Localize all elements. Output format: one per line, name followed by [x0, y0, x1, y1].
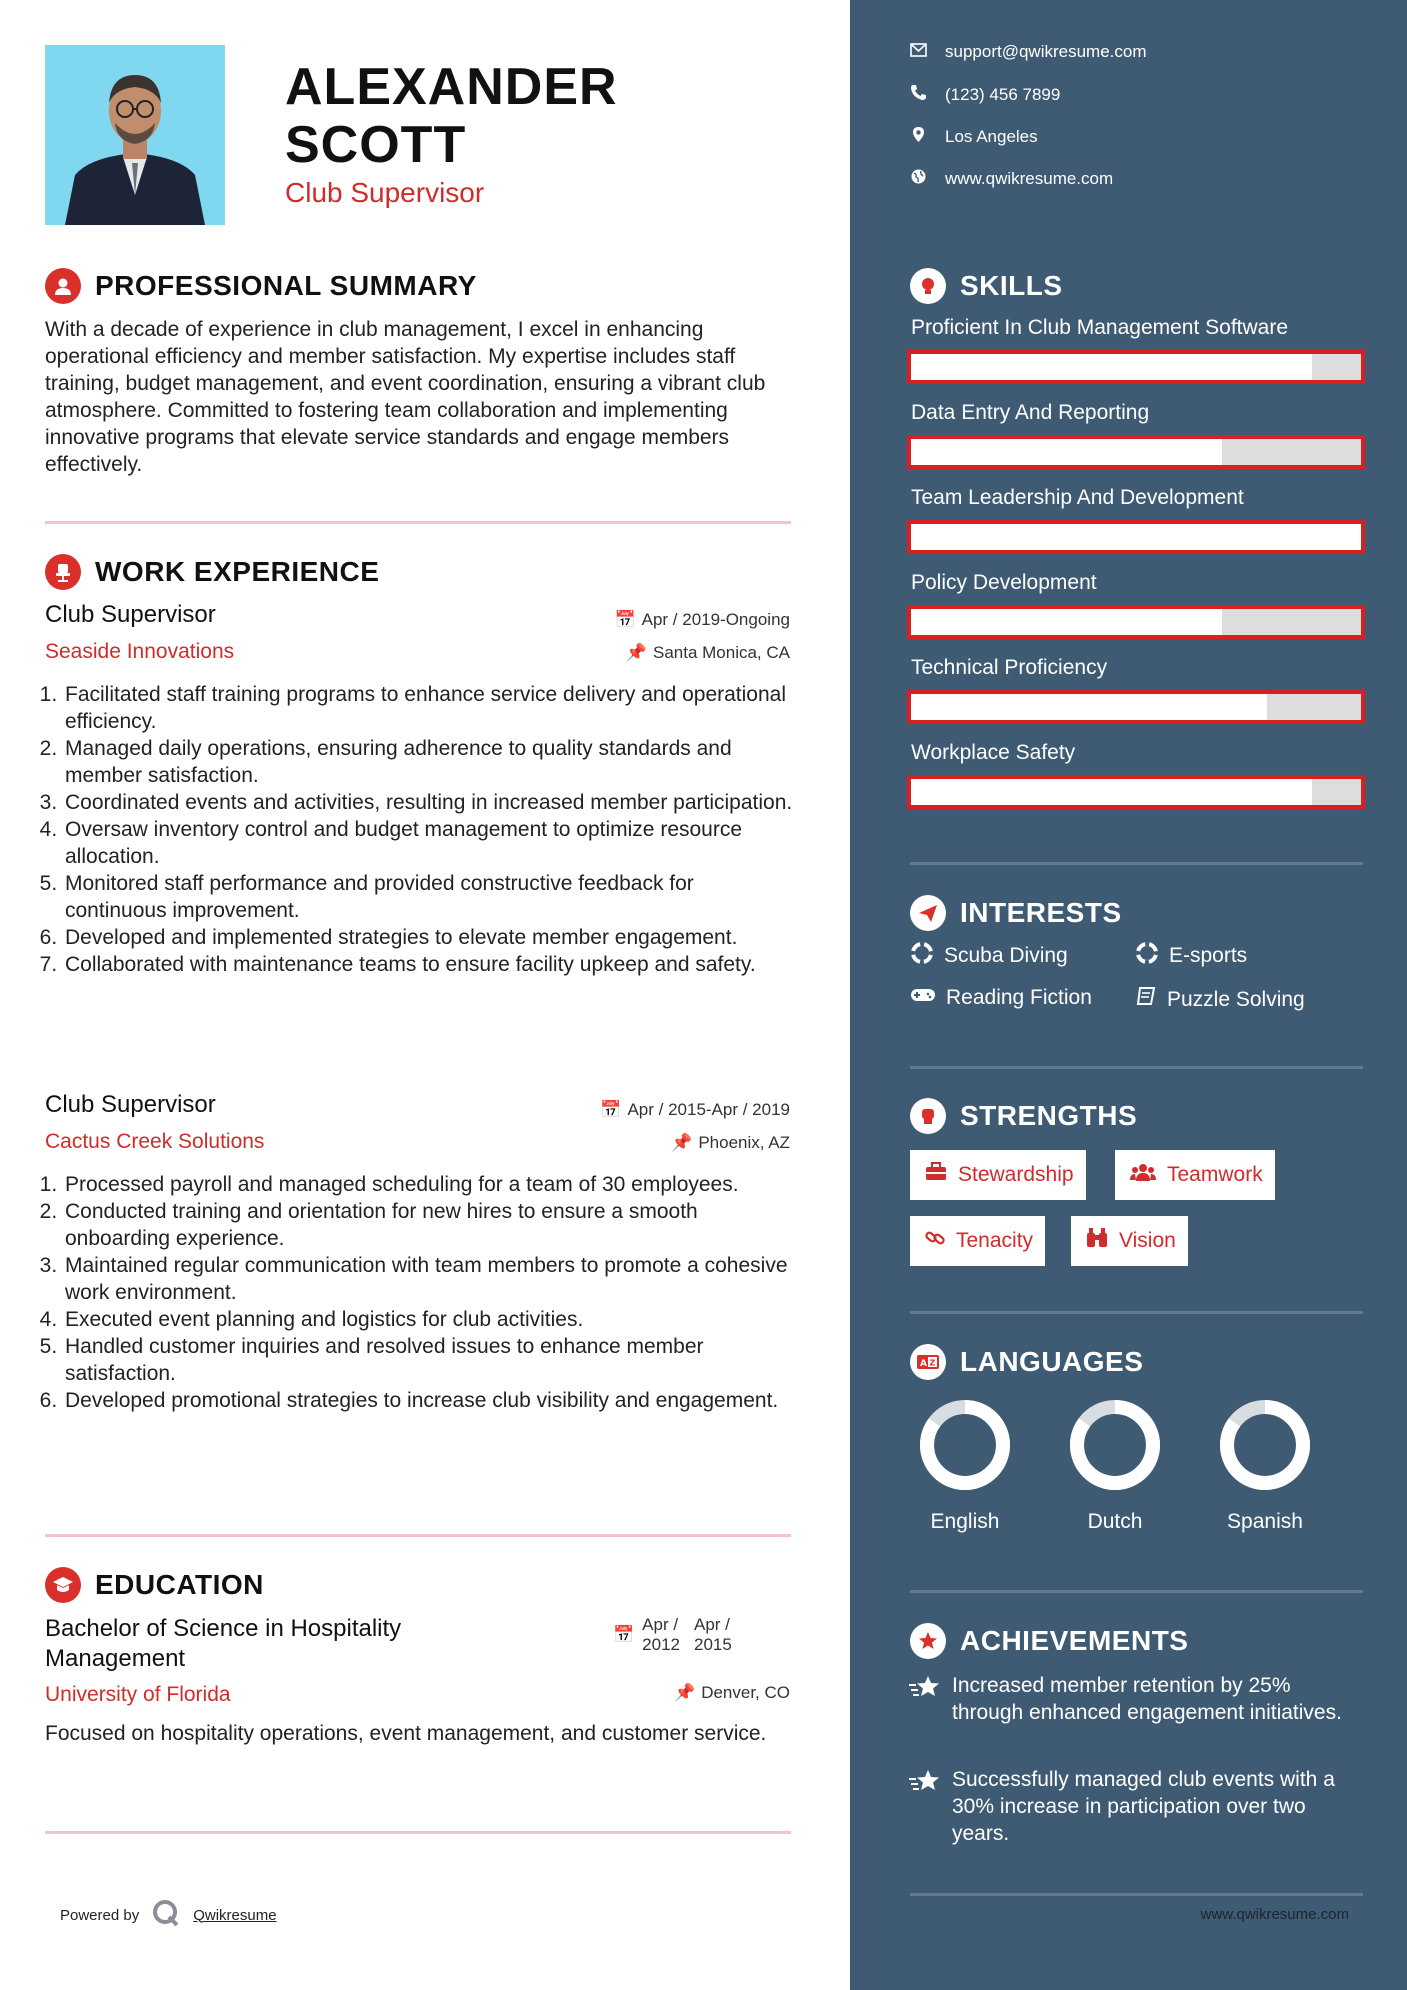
list-item: 2. Managed daily operations, ensuring adherence to quality standards and member satisfaction. [63, 735, 793, 789]
list-item: 1. Facilitated staff training programs to enhance service delivery and operational efficiency. [63, 681, 793, 735]
skill-bar [907, 350, 1365, 384]
star-icon [908, 1768, 942, 1847]
language-ring [1065, 1395, 1195, 1495]
interest-label: Reading Fiction [946, 986, 1092, 1009]
strength-label: Tenacity [956, 1229, 1034, 1252]
interest-item [1135, 986, 1305, 1014]
star-icon [908, 1674, 942, 1726]
list-item: 5. Monitored staff performance and provided constructive feedback for continuous improvement. [63, 870, 793, 924]
svg-text:A: A [920, 1359, 927, 1369]
job-title: Club Supervisor [45, 1091, 216, 1118]
achievement-text: Successfully managed club events with a 30% increase in participation over two years. [952, 1768, 1335, 1845]
skill-bar-fill [911, 609, 1222, 635]
job-company: Seaside Innovations [45, 640, 235, 663]
contact-phone-text: (123) 456 7899 [945, 85, 1061, 104]
skill-bar [907, 520, 1365, 554]
education-date [613, 1615, 738, 1655]
name-last: SCOTT [285, 116, 467, 174]
list-item: 3. Coordinated events and activities, resulting in increased member participation. [63, 789, 793, 816]
divider [910, 862, 1363, 865]
skills-title: SKILLS [960, 270, 1063, 301]
interest-label: E-sports [1169, 944, 1248, 967]
candidate-role: Club Supervisor [285, 177, 485, 208]
list-item: 3. Maintained regular communication with team members to promote a cohesive work environment. [63, 1252, 793, 1306]
star-badge-icon [910, 1623, 946, 1659]
language-name: English [930, 1510, 1000, 1533]
languages-title: LANGUAGES [960, 1346, 1144, 1377]
link-icon [924, 1227, 946, 1255]
degree [45, 1614, 565, 1674]
skill-bar [907, 605, 1365, 639]
list-item: 1. Processed payroll and managed scheduling for a team of 30 employees. [63, 1171, 793, 1198]
job-location [626, 643, 790, 663]
contact-website [910, 168, 1113, 190]
skill-bar-fill [911, 694, 1267, 720]
skill-bar-fill [911, 779, 1312, 805]
envelope-icon [910, 42, 927, 62]
education-location-text: Denver, CO [701, 1683, 790, 1702]
degree-line: Bachelor of Science in Hospitality [45, 1615, 402, 1642]
user-icon [45, 268, 81, 304]
date-end-month: Apr / [694, 1615, 730, 1634]
list-item: 5. Handled customer inquiries and resolved issues to enhance member satisfaction. [63, 1333, 793, 1387]
globe-icon [910, 168, 927, 190]
qwikresume-link[interactable]: Qwikresume [193, 1906, 277, 1924]
achievement-text: Increased member retention by 25% through enhanced engagement initiatives. [952, 1674, 1342, 1724]
interests-title: INTERESTS [960, 897, 1122, 928]
divider [45, 1534, 791, 1537]
education-location [674, 1683, 790, 1703]
skill-bar [907, 690, 1365, 724]
translate-icon [910, 1344, 946, 1380]
job-title: Club Supervisor [45, 601, 216, 628]
summary-title: PROFESSIONAL SUMMARY [95, 270, 477, 301]
divider [910, 1311, 1363, 1314]
strength-tag [910, 1150, 1086, 1200]
skill-bar-fill [911, 524, 1361, 550]
binoculars-icon [1085, 1227, 1109, 1255]
book-icon [1135, 986, 1157, 1014]
list-item: 6. Developed and implemented strategies to elevate member engagement. [63, 924, 793, 951]
location-pin-icon [910, 126, 927, 148]
job-bullets [45, 1171, 793, 1414]
experience-title: WORK EXPERIENCE [95, 556, 380, 587]
strengths-heading [910, 1098, 1137, 1134]
pin-icon: 📌 [625, 643, 647, 662]
job-date [614, 610, 790, 630]
calendar-icon: 📅 [614, 610, 636, 629]
job-company: Cactus Creek Solutions [45, 1130, 265, 1153]
skill-name: Proficient In Club Management Software [911, 316, 1289, 339]
job-date-text: Apr / 2015-Apr / 2019 [627, 1100, 790, 1119]
list-item: 2. Conducted training and orientation for new hires to ensure a smooth onboarding experience. [63, 1198, 793, 1252]
skill-bar [907, 435, 1365, 469]
job-date-text: Apr / 2019-Ongoing [641, 610, 790, 629]
language-item [1215, 1395, 1345, 1534]
language-ring [1215, 1395, 1345, 1495]
phone-icon [910, 84, 927, 106]
languages-heading [910, 1344, 1143, 1380]
job-location [671, 1133, 790, 1153]
education-text: Focused on hospitality operations, event management, and customer service. [45, 1722, 767, 1745]
calendar-icon: 📅 [613, 1625, 635, 1644]
list-item: 7. Collaborated with maintenance teams to ensure facility upkeep and safety. [63, 951, 793, 978]
skill-bar [907, 775, 1365, 809]
skill-bar-fill [911, 439, 1222, 465]
strength-tag [1071, 1216, 1188, 1266]
language-ring [915, 1395, 1045, 1495]
skill-name: Technical Proficiency [911, 656, 1108, 679]
job-location-text: Phoenix, AZ [698, 1133, 790, 1152]
language-item [1065, 1395, 1195, 1534]
pin-icon: 📌 [674, 1683, 696, 1702]
svg-text:Z: Z [929, 1358, 936, 1368]
education-title: EDUCATION [95, 1569, 264, 1600]
language-item [915, 1395, 1045, 1534]
lifebuoy-icon [1135, 941, 1159, 971]
name-first: ALEXANDER [285, 58, 618, 116]
interest-item [1135, 941, 1247, 971]
date-end [694, 1615, 732, 1655]
job-location-text: Santa Monica, CA [652, 643, 790, 662]
summary-text: With a decade of experience in club management, I excel in enhancing operational efficiency and member satisfaction. My expertise includes staff training, budget management, and event coordination, ensuring a vibrant club atmosphere. Committed to fostering team collaboration and implementing innovative programs that elevate service standards and engage members effectively. [45, 318, 766, 476]
skill-name: Team Leadership And Development [911, 486, 1244, 509]
profile-photo [45, 45, 225, 225]
skill-bar-fill [911, 354, 1312, 380]
skills-heading [910, 268, 1063, 304]
divider [910, 1893, 1363, 1896]
paper-plane-icon [910, 895, 946, 931]
date-start-year: 2012 [642, 1635, 680, 1654]
gamepad-icon [910, 986, 936, 1010]
lightbulb-icon [910, 268, 946, 304]
language-name: Spanish [1227, 1510, 1303, 1533]
divider [45, 1831, 791, 1834]
qwikresume-logo-icon [151, 1898, 181, 1932]
strengths-title: STRENGTHS [960, 1100, 1138, 1131]
calendar-icon: 📅 [600, 1100, 622, 1119]
skill-name: Data Entry And Reporting [911, 401, 1150, 424]
powered-by-label: Powered by [60, 1906, 140, 1924]
graduation-icon [45, 1567, 81, 1603]
degree-line: Management [45, 1645, 186, 1672]
strength-label: Vision [1119, 1229, 1176, 1252]
pin-icon: 📌 [671, 1133, 693, 1152]
divider [910, 1066, 1363, 1069]
strength-label: Stewardship [958, 1163, 1074, 1186]
date-start-month: Apr / [642, 1615, 679, 1634]
achievement-item [908, 1672, 1342, 1726]
fist-icon [910, 1098, 946, 1134]
achievement-item [908, 1766, 1342, 1847]
contact-email-text: support@qwikresume.com [945, 42, 1147, 61]
chair-icon [45, 554, 81, 590]
interest-item [910, 941, 1068, 971]
interest-label: Scuba Diving [944, 944, 1068, 967]
users-icon [1129, 1162, 1157, 1188]
list-item: 6. Developed promotional strategies to increase club visibility and engagement. [63, 1387, 793, 1414]
contact-email [910, 42, 1147, 62]
list-item: 4. Executed event planning and logistics for club activities. [63, 1306, 793, 1333]
sidebar [850, 0, 1407, 1990]
interest-item [910, 986, 1092, 1010]
interest-label: Puzzle Solving [1167, 988, 1305, 1011]
summary-heading [45, 268, 477, 304]
footer-url: www.qwikresume.com [1200, 1906, 1349, 1923]
school: University of Florida [45, 1683, 231, 1706]
lifebuoy-icon [910, 941, 934, 971]
interests-heading [910, 895, 1122, 931]
achievements-heading [910, 1623, 1188, 1659]
job-date [600, 1100, 790, 1120]
divider [45, 521, 791, 524]
education-heading [45, 1567, 264, 1603]
achievements-title: ACHIEVEMENTS [960, 1625, 1189, 1656]
divider [910, 1590, 1363, 1593]
briefcase-icon [924, 1162, 948, 1188]
experience-heading [45, 554, 379, 590]
skill-name: Workplace Safety [911, 741, 1076, 764]
strength-tag [910, 1216, 1045, 1266]
strength-label: Teamwork [1167, 1163, 1263, 1186]
contact-phone [910, 84, 1060, 106]
contact-location-text: Los Angeles [945, 127, 1038, 146]
contact-location [910, 126, 1038, 148]
powered-by [60, 1898, 277, 1932]
job-bullets [45, 681, 793, 978]
strength-tag [1115, 1150, 1275, 1200]
candidate-name [285, 58, 618, 174]
date-start [642, 1615, 680, 1655]
language-name: Dutch [1087, 1510, 1143, 1533]
skill-name: Policy Development [911, 571, 1097, 594]
list-item: 4. Oversaw inventory control and budget management to optimize resource allocation. [63, 816, 793, 870]
date-end-year: 2015 [694, 1635, 732, 1654]
contact-website-text: www.qwikresume.com [945, 169, 1114, 188]
